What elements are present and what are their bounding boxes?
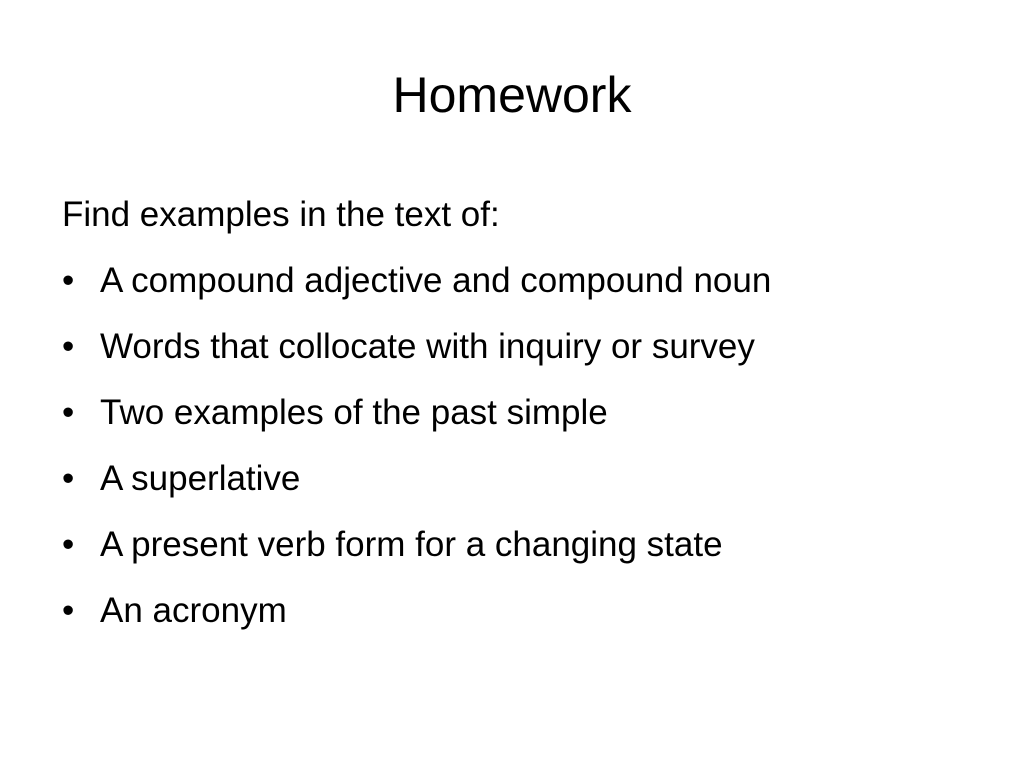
bullet-item <box>62 452 962 506</box>
bullet-item <box>62 254 962 308</box>
slide-body <box>62 188 962 650</box>
bullet-text: Words that collocate with inquiry or survey <box>100 327 755 366</box>
bullet-point-icon: • <box>62 327 75 366</box>
bullet-point-icon: • <box>62 261 75 300</box>
intro-text: Find examples in the text of: <box>62 195 500 234</box>
bullet-text: An acronym <box>100 591 287 630</box>
bullet-item <box>62 584 962 638</box>
bullet-point-icon: • <box>62 525 75 564</box>
bullet-item <box>62 386 962 440</box>
bullet-list <box>62 254 962 638</box>
bullet-item <box>62 518 962 572</box>
bullet-point-icon: • <box>62 591 75 630</box>
bullet-item <box>62 320 962 374</box>
slide-title: Homework <box>392 67 632 123</box>
bullet-text: A compound adjective and compound noun <box>100 261 772 300</box>
bullet-point-icon: • <box>62 459 75 498</box>
bullet-text: Two examples of the past simple <box>100 393 608 432</box>
bullet-text: A superlative <box>100 459 301 498</box>
bullet-point-icon: • <box>62 393 75 432</box>
bullet-text: A present verb form for a changing state <box>100 525 723 564</box>
